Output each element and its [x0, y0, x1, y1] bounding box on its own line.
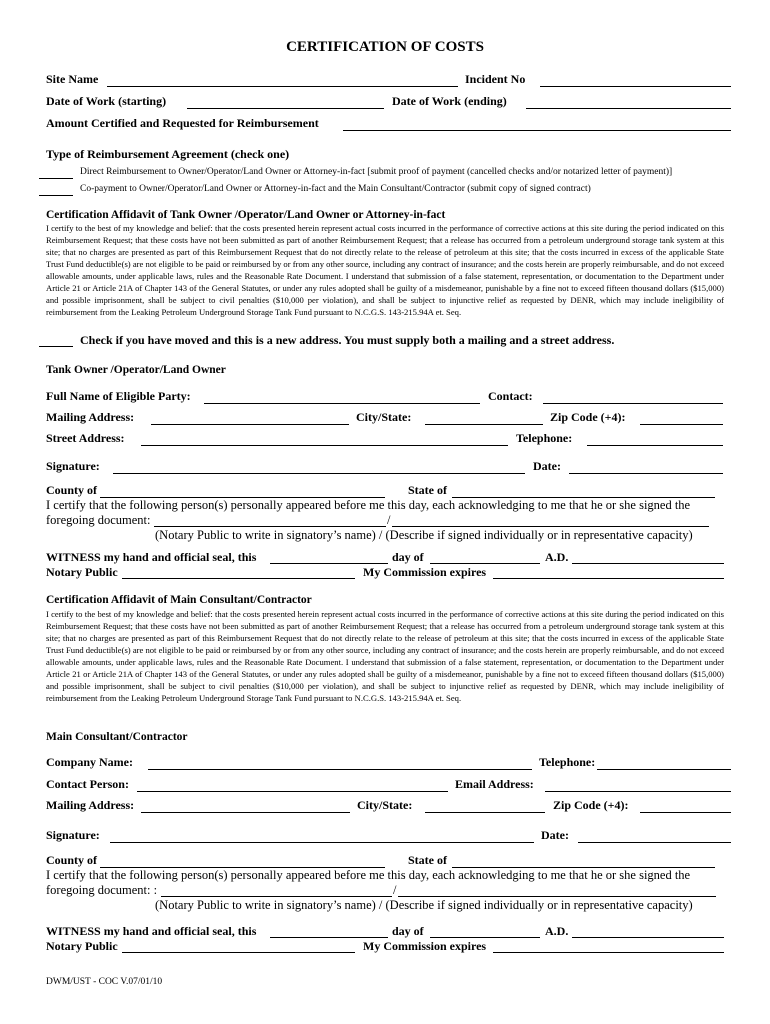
consultant-telephone-label: Telephone: [539, 755, 596, 769]
contact-person-label: Contact Person: [46, 777, 129, 791]
signatory-name-field[interactable] [154, 526, 386, 527]
consultant-signature-field[interactable] [110, 842, 534, 843]
commission-label: My Commission expires [363, 565, 487, 579]
telephone-field[interactable] [587, 445, 723, 446]
email-address-label: Email Address: [455, 777, 534, 791]
consultant-city-state-label: City/State: [357, 798, 413, 812]
moved-notice: Check if you have moved and this is a new address. You must supply both a mailing and a street address. [80, 333, 615, 347]
contact-field[interactable] [543, 403, 723, 404]
consultant-city-state-field[interactable] [425, 812, 545, 813]
consultant-witness-day-field[interactable] [270, 937, 388, 938]
separator-slash: / [387, 513, 391, 527]
consultant-separator-slash: / [393, 883, 397, 897]
capacity-field[interactable] [392, 526, 709, 527]
telephone-label: Telephone: [516, 431, 573, 445]
city-state-field[interactable] [425, 424, 543, 425]
notary-caption: (Notary Public to write in signatory’s name) / (Describe if signed individually or in representative capacity) [155, 528, 693, 542]
consultant-date-field[interactable] [578, 842, 731, 843]
consultant-signature-label: Signature: [46, 828, 100, 842]
date-label: Date: [533, 459, 561, 473]
mailing-address-field[interactable] [151, 424, 349, 425]
consultant-notary-caption: (Notary Public to write in signatory’s name) / (Describe if signed individually or in representative capacity) [155, 898, 693, 912]
witness-month-field[interactable] [430, 563, 540, 564]
date-field[interactable] [569, 473, 723, 474]
consultant-date-label: Date: [541, 828, 569, 842]
consultant-witness-year-field[interactable] [572, 937, 724, 938]
incident-no-label: Incident No [465, 72, 526, 86]
consultant-capacity-field[interactable] [398, 896, 716, 897]
consultant-zip-label: Zip Code (+4): [553, 798, 629, 812]
date-end-label: Date of Work (ending) [392, 94, 507, 108]
page-title: CERTIFICATION OF COSTS [286, 39, 484, 55]
consultant-ad-label: A.D. [545, 924, 569, 938]
amount-label: Amount Certified and Requested for Reimbursement [46, 116, 319, 130]
consultant-witness-label: WITNESS my hand and official seal, this [46, 924, 257, 938]
mailing-address-label: Mailing Address: [46, 410, 135, 424]
consultant-zip-field[interactable] [640, 812, 731, 813]
owner-heading: Tank Owner /Operator/Land Owner [46, 364, 226, 376]
consultant-signatory-name-field[interactable] [161, 896, 392, 897]
form-version-footer: DWM/UST - COC V.07/01/10 [46, 977, 163, 987]
commission-field[interactable] [493, 578, 724, 579]
full-name-field[interactable] [204, 403, 480, 404]
signature-label: Signature: [46, 459, 100, 473]
consultant-notary-certify-text: I certify that the following person(s) personally appeared before me this day, each acknowledging to me that he or she signed the [46, 868, 691, 882]
consultant-telephone-field[interactable] [597, 769, 731, 770]
state-label: State of [408, 483, 447, 497]
consultant-heading: Main Consultant/Contractor [46, 731, 188, 743]
email-address-field[interactable] [545, 791, 731, 792]
consultant-commission-field[interactable] [493, 952, 724, 953]
foregoing-label: foregoing document: [46, 513, 151, 527]
owner-affidavit-heading: Certification Affidavit of Tank Owner /Operator/Land Owner or Attorney-in-fact [46, 209, 446, 221]
city-state-label: City/State: [356, 410, 412, 424]
direct-reimbursement-check[interactable] [39, 178, 73, 179]
date-start-field[interactable] [187, 108, 384, 109]
consultant-notary-public-field[interactable] [122, 952, 355, 953]
street-address-label: Street Address: [46, 431, 125, 445]
consultant-commission-label: My Commission expires [363, 939, 487, 953]
agreement-heading: Type of Reimbursement Agreement (check one) [46, 147, 290, 161]
company-name-label: Company Name: [46, 755, 133, 769]
consultant-county-label: County of [46, 853, 98, 867]
street-address-field[interactable] [141, 445, 508, 446]
consultant-state-label: State of [408, 853, 447, 867]
contact-person-field[interactable] [137, 791, 448, 792]
zip-code-label: Zip Code (+4): [550, 410, 626, 424]
date-end-field[interactable] [526, 108, 731, 109]
consultant-affidavit-text: I certify to the best of my knowledge and belief: that the costs presented herein represent actual costs incurred in the performance of corrective actions at this site during the period indicated on this Reimbursement Request; that these costs have not been submitted as part of another Reimbursement Request; that a release has occurred from a petroleum underground storage tank system at this site; that no charges are presented as part of this Reimbursement Request that do not directly relate to the release of petroleum at this site; that the costs incurred in excess of the applicable State Trust Fund deductible(s) are not eligible to be paid or reimbursed by or from any other source, including any contract of insurance; and the costs herein are properly reimbursable, and do not exceed allowable amounts, under applicable laws, rules and the Reasonable Rate Document. I understand that submission of a false statement, representation, or documentation to the Department under Article 21 or Article 21A of Chapter 143 of the General Statutes, or under any rules adopted shall be guilty of a misdemeanor, punishable by a fine not to exceed fifteen thousand dollars ($15,000) and possible imprisonment, shall be subject to civil penalties ($10,000 per violation), and shall be subject to injunctive relief as requested by DENR, which may include ineligibility of reimbursement from the Leaking Petroleum Underground Storage Tank Fund pursuant to N.C.G.S. 143-215.94A et. Seq. [46, 609, 724, 703]
consultant-affidavit-heading: Certification Affidavit of Main Consultant/Contractor [46, 594, 312, 606]
consultant-mailing-label: Mailing Address: [46, 798, 135, 812]
full-name-label: Full Name of Eligible Party: [46, 389, 191, 403]
zip-code-field[interactable] [640, 424, 723, 425]
county-label: County of [46, 483, 98, 497]
site-name-label: Site Name [46, 72, 99, 86]
company-name-field[interactable] [148, 769, 532, 770]
site-name-field[interactable] [107, 86, 458, 87]
copayment-option: Co-payment to Owner/Operator/Land Owner or Attorney-in-fact and the Main Consultant/Contractor (submit copy of signed contract) [80, 184, 591, 194]
consultant-witness-month-field[interactable] [430, 937, 540, 938]
witness-day-field[interactable] [270, 563, 388, 564]
contact-label: Contact: [488, 389, 533, 403]
direct-reimbursement-option: Direct Reimbursement to Owner/Operator/Land Owner or Attorney-in-fact [submit proof of payment (cancelled checks and/or notarized letter of payment)] [80, 167, 673, 177]
day-of-label: day of [392, 550, 424, 564]
owner-affidavit-text: I certify to the best of my knowledge and belief: that the costs presented herein represent actual costs incurred in the performance of corrective actions at this site during the period indicated on this Reimbursement Request; that these costs have not been submitted as part of another Reimbursement Request; that a release has occurred from a petroleum underground storage tank system at this site; that no charges are presented as part of this Reimbursement Request that do not directly relate to the release of petroleum at this site; that the costs incurred in excess of the applicable State Trust Fund deductible(s) are not eligible to be paid or reimbursed by or from any other source, including any contract of insurance; and the costs herein are properly reimbursable, and do not exceed allowable amounts, under applicable laws, rules and the Reasonable Rate Document. I understand that submission of a false statement, representation, or documentation to the Department under Article 21 or Article 21A of Chapter 143 of the General Statutes, or under any rules adopted shall be guilty of a misdemeanor, punishable by a fine not to exceed fifteen thousand dollars ($15,000) and possible imprisonment, shall be subject to civil penalties ($10,000 per violation), and shall be subject to injunctive relief as requested by DENR, which may include ineligibility of reimbursement from the Leaking Petroleum Underground Storage Tank Fund pursuant to N.C.G.S. 143-215.94A et. Seq. [46, 223, 724, 317]
date-start-label: Date of Work (starting) [46, 94, 167, 108]
consultant-foregoing-label: foregoing document: : [46, 883, 158, 897]
witness-label: WITNESS my hand and official seal, this [46, 550, 257, 564]
amount-field[interactable] [343, 130, 731, 131]
notary-public-label: Notary Public [46, 565, 118, 579]
signature-field[interactable] [113, 473, 525, 474]
ad-label: A.D. [545, 550, 569, 564]
incident-no-field[interactable] [540, 86, 731, 87]
consultant-day-of-label: day of [392, 924, 424, 938]
notary-certify-text: I certify that the following person(s) personally appeared before me this day, each acknowledging to me that he or she signed the [46, 498, 691, 512]
moved-check[interactable] [39, 346, 73, 347]
copayment-check[interactable] [39, 195, 73, 196]
consultant-mailing-field[interactable] [141, 812, 350, 813]
witness-year-field[interactable] [572, 563, 724, 564]
consultant-notary-public-label: Notary Public [46, 939, 118, 953]
notary-public-field[interactable] [122, 578, 355, 579]
